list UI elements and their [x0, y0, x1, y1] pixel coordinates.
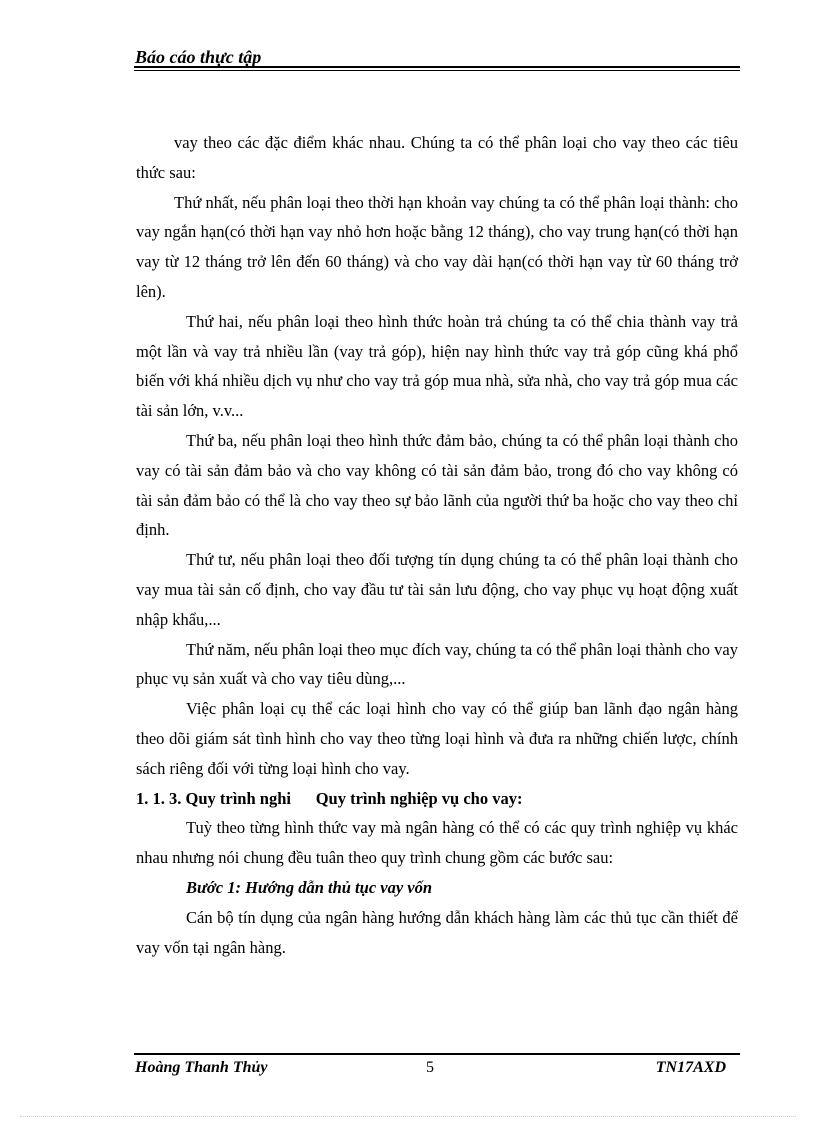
footer-page-number: 5 [426, 1059, 434, 1076]
paragraph-step-1: Cán bộ tín dụng của ngân hàng hướng dẫn khách hàng làm các thủ tục cần thiết để vay vốn tại ngân hàng. [136, 907, 738, 957]
step-1-title: Bước 1: Hướng dẫn thủ tục vay vốn [186, 877, 433, 897]
page-edge-dotted-line [20, 1116, 796, 1117]
paragraph-third-criterion: Thứ ba, nếu phân loại theo hình thức đảm bảo, chúng ta có thể phân loại thành cho vay có tài sản đảm bảo và cho vay không có tài sản đảm bảo, trong đó cho vay không có tài sản đảm bảo có thể là cho vay theo sự bảo lãnh của người thứ ba hoặc cho vay theo chỉ định. [136, 430, 738, 540]
paragraph-continued: vay theo các đặc điểm khác nhau. Chúng ta có thể phân loại cho vay theo các tiêu thức sau: [136, 133, 738, 182]
section-heading: 1. 1. 3. Quy trình nghi Quy trình nghiệp vụ cho vay: [136, 788, 523, 808]
paragraph-fourth-criterion: Thứ tư, nếu phân loại theo đối tượng tín dụng chúng ta có thể phân loại thành cho vay mua tài sản cố định, cho vay đầu tư tài sản lưu động, cho vay phục vụ hoạt động xuất nhập khẩu,... [136, 550, 738, 629]
header-rule-thick [134, 66, 740, 68]
header-title: Báo cáo thực tập [135, 47, 262, 67]
body-text [136, 128, 738, 962]
footer-class-code: TN17AXD [655, 1059, 726, 1076]
header-rule-thin [134, 70, 740, 71]
paragraph-fifth-criterion: Thứ năm, nếu phân loại theo mục đích vay, chúng ta có thể phân loại thành cho vay phục vụ sản xuất và cho vay tiêu dùng,... [136, 639, 738, 689]
footer-rule [134, 1053, 740, 1055]
footer-author: Hoàng Thanh Thủy [135, 1059, 268, 1076]
paragraph-summary: Việc phân loại cụ thể các loại hình cho vay có thể giúp ban lãnh đạo ngân hàng theo dõi giám sát tình hình cho vay theo từng loại hình và đưa ra những chiến lược, chính sách riêng đối với từng loại hình cho vay. [136, 699, 738, 778]
paragraph-first-criterion: Thứ nhất, nếu phân loại theo thời hạn khoản vay chúng ta có thể phân loại thành: cho vay ngắn hạn(có thời hạn vay nhỏ hơn hoặc bằng 12 tháng), cho vay trung hạn(có thời hạn vay từ 12 tháng trở lên đến 60 tháng) và cho vay dài hạn(có thời hạn vay từ 60 tháng trở lên). [136, 192, 738, 301]
paragraph-process: Tuỳ theo từng hình thức vay mà ngân hàng có thể có các quy trình nghiệp vụ khác nhau nhưng nói chung đều tuân theo quy trình chung gồm các bước sau: [136, 818, 738, 868]
paragraph-second-criterion: Thứ hai, nếu phân loại theo hình thức hoàn trả chúng ta có thể chia thành vay trả một lần và vay trả nhiều lần (vay trả góp), hiện nay hình thức vay trả góp cũng khá phổ biến với khá nhiều dịch vụ như cho vay trả góp mua nhà, sửa nhà, cho vay trả góp mua các tài sản lớn, v.v... [136, 311, 738, 421]
